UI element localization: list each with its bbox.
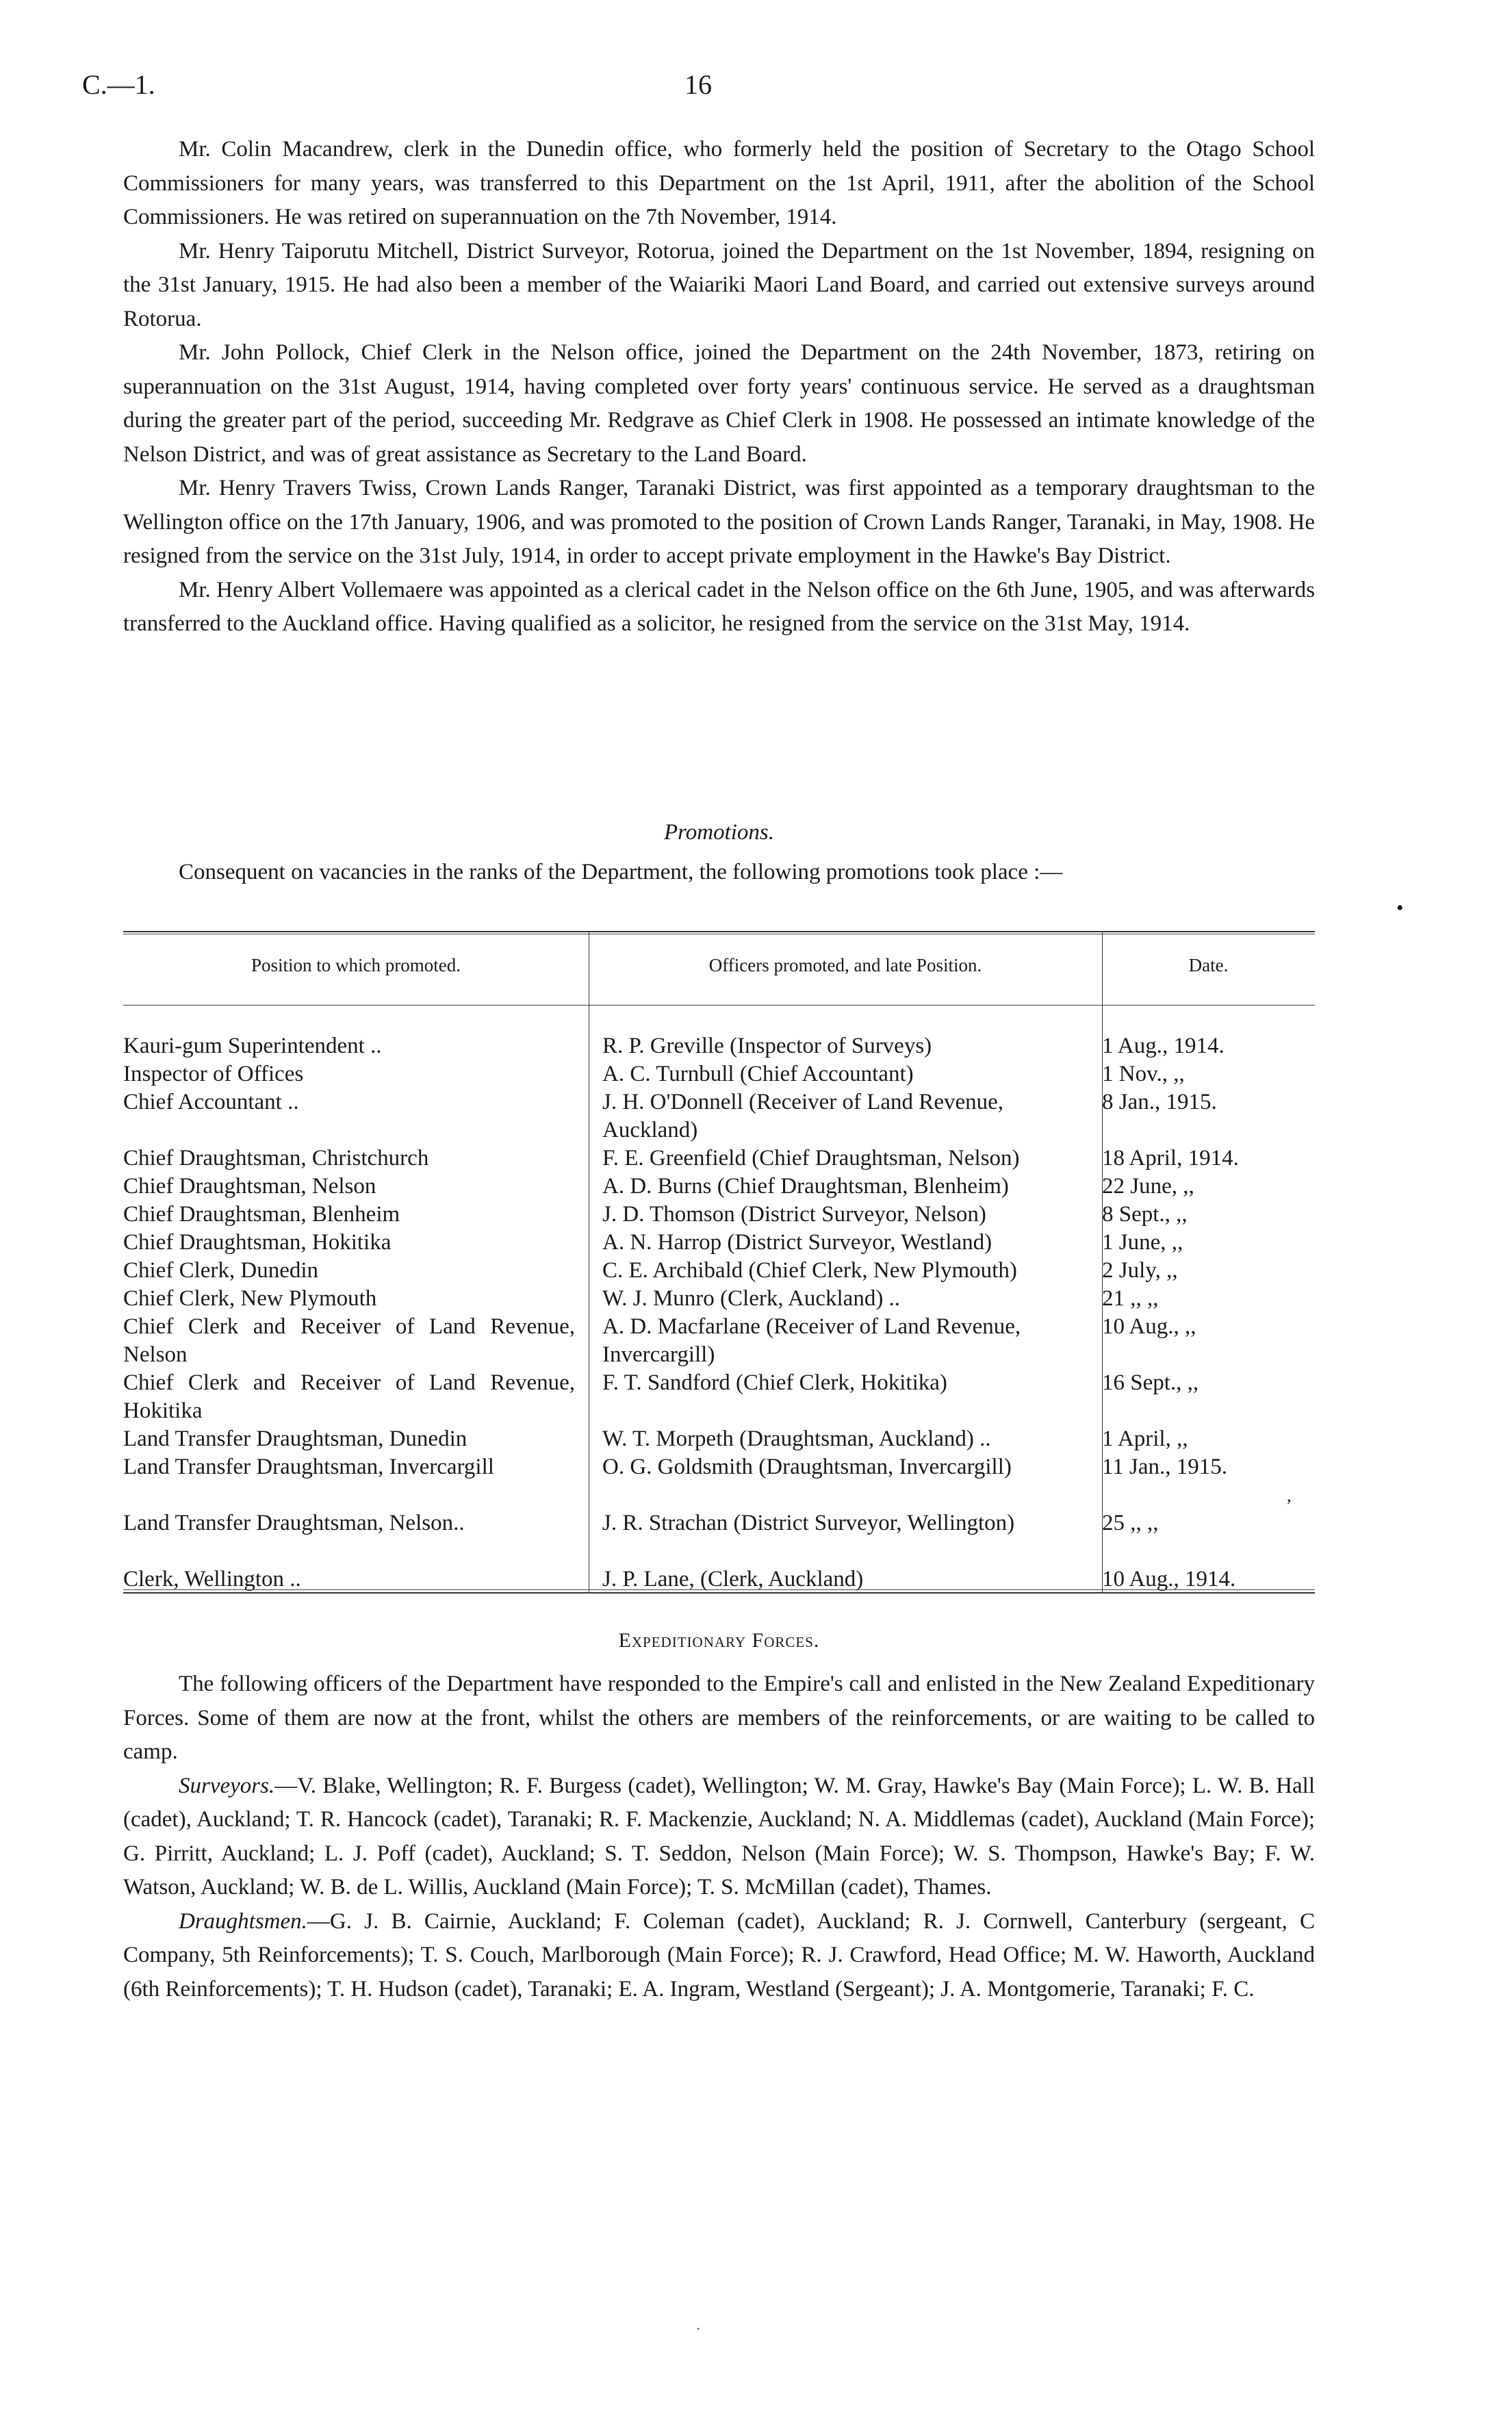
cell-position: Chief Clerk, New Plymouth <box>123 1286 377 1311</box>
cell-date: 18 April, 1914. <box>1102 1146 1239 1171</box>
surveyors-paragraph <box>123 1769 1315 1905</box>
cell-officer: J. D. Thomson (District Surveyor, Nelson) <box>602 1202 986 1227</box>
table-row <box>123 1369 1315 1425</box>
table-row <box>123 1201 1315 1229</box>
personnel-paragraphs <box>123 133 1315 641</box>
cell-position: Chief Draughtsman, Christchurch <box>123 1146 429 1171</box>
promotions-heading: Promotions. <box>663 820 775 845</box>
draughtsmen-list: —G. J. B. Cairnie, Auckland; F. Coleman (cadet), Auckland; R. J. Cornwell, Canterbury (sergeant, C Company, 5th Reinforcements); T. S. Couch, Marlborough (Main Force); R. J. Crawford, Head Office; M. W. Haworth, Auckland (6th Reinforcements); T. H. Hudson (cadet), Taranaki; E. A. Ingram, Westland (Sergeant); J. A. Montgomerie, Taranaki; F. C. <box>123 1908 1315 2002</box>
table-row <box>123 1144 1315 1173</box>
cell-date: 11 Jan., 1915. <box>1102 1455 1228 1479</box>
footer-mark: · <box>695 2320 701 2338</box>
col-header-position: Position to which promoted. <box>251 955 461 975</box>
table-row <box>123 1088 1315 1144</box>
surveyors-list: —V. Blake, Wellington; R. F. Burgess (cadet), Wellington; W. M. Gray, Hawke's Bay (Main Force); L. W. B. Hall (cadet), Auckland; T. R. Hancock (cadet), Taranaki; R. F. Mackenzie, Auckland; N. A. Middlemas (cadet), Auckland (Main Force); G. Pirritt, Auckland; L. J. Poff (cadet), Auckland; S. T. Seddon, Nelson (Main Force); W. S. Thompson, Hawke's Bay; F. W. Watson, Auckland; W. B. de L. Willis, Auckland (Main Force); T. S. McMillan (cadet), Thames. <box>123 1773 1315 1900</box>
cell-officer: A. N. Harrop (District Surveyor, Westland) <box>602 1230 992 1255</box>
cell-date: 21 ,, ,, <box>1102 1286 1159 1311</box>
paragraph-vollemaere: Mr. Henry Albert Vollemaere was appointed as a clerical cadet in the Nelson office on the 6th June, 1905, and was afterwards transferred to the Auckland office. Having qualified as a solicitor, he resigned from the service on the 31st May, 1914. <box>123 577 1315 636</box>
document-code: C.—1. <box>82 69 155 100</box>
cell-officer: A. D. Burns (Chief Draughtsman, Blenheim) <box>602 1174 1009 1199</box>
paragraph-twiss: Mr. Henry Travers Twiss, Crown Lands Ranger, Taranaki District, was first appointed as a temporary draughtsman to the Wellington office on the 17th January, 1906, and was promoted to the position of Crown Lands Ranger, Taranaki, in May, 1908. He resigned from the service on the 31st July, 1914, in order to accept private employment in the Hawke's Bay District. <box>123 476 1315 568</box>
cell-date: 2 July, ,, <box>1102 1258 1178 1283</box>
table-row <box>123 1285 1315 1313</box>
table-header-rule <box>123 1005 1315 1006</box>
table-top-rule <box>123 931 1315 932</box>
expeditionary-intro: The following officers of the Department have responded to the Empire's call and enlisted in the New Zealand Expeditionary Forces. Some of them are now at the front, whilst the others are members of the reinforcements, or are waiting to be called to camp. <box>123 1672 1315 1764</box>
cell-officer: F. T. Sandford (Chief Clerk, Hokitika) <box>602 1370 947 1395</box>
cell-officer: R. P. Greville (Inspector of Surveys) <box>602 1034 932 1058</box>
cell-position: Land Transfer Draughtsman, Dunedin <box>123 1427 467 1451</box>
cell-date: 1 April, ,, <box>1102 1427 1188 1451</box>
table-row <box>123 1229 1315 1257</box>
cell-date: 25 ,, ,, <box>1102 1511 1159 1535</box>
cell-position: Chief Clerk, Dunedin <box>123 1258 319 1283</box>
cell-officer: J. P. Lane, (Clerk, Auckland) <box>602 1567 864 1591</box>
promotions-intro: Consequent on vacancies in the ranks of the Department, the following promotions took place :— <box>179 860 1063 884</box>
cell-position: Inspector of Offices <box>123 1062 304 1086</box>
cell-position: Land Transfer Draughtsman, Invercargill <box>123 1455 494 1479</box>
col-header-date: Date. <box>1188 955 1229 975</box>
cell-date: 16 Sept., ,, <box>1102 1370 1199 1395</box>
col-header-officer: Officers promoted, and late Position. <box>708 955 982 975</box>
paragraph-pollock: Mr. John Pollock, Chief Clerk in the Nelson office, joined the Department on the 24th November, 1873, retiring on superannuation on the 31st August, 1914, having completed over forty years' continuous service. He served as a draughtsman during the greater part of the period, succeeding Mr. Redgrave as Chief Clerk in 1908. He possessed an intimate knowledge of the Nelson District, and was of great assistance as Secretary to the Land Board. <box>123 340 1315 467</box>
table-row <box>123 1425 1315 1453</box>
page-number: 16 <box>684 69 712 100</box>
cell-officer: O. G. Goldsmith (Draughtsman, Invercargill) <box>602 1455 1012 1479</box>
cell-date: 8 Sept., ,, <box>1102 1202 1188 1227</box>
cell-position: Chief Draughtsman, Hokitika <box>123 1230 392 1255</box>
surveyors-label: Surveyors. <box>179 1773 275 1798</box>
cell-officer: F. E. Greenfield (Chief Draughtsman, Nelson) <box>602 1146 1020 1171</box>
table-row <box>123 1032 1315 1060</box>
cell-date: 1 June, ,, <box>1102 1230 1183 1255</box>
cell-position: Kauri-gum Superintendent .. <box>123 1034 382 1058</box>
cell-date: 1 Aug., 1914. <box>1102 1034 1225 1058</box>
cell-position: Chief Accountant .. <box>123 1090 299 1114</box>
cell-officer: A. D. Macfarlane (Receiver of Land Revenue, Invercargill) <box>602 1314 1021 1367</box>
table-row <box>123 1313 1315 1369</box>
table-bottom-rule-2 <box>123 1592 1315 1594</box>
cell-officer: J. H. O'Donnell (Receiver of Land Revenue, Auckland) <box>602 1090 1004 1142</box>
cell-position: Clerk, Wellington .. <box>123 1567 301 1591</box>
table-row <box>123 1257 1315 1285</box>
cell-position: Land Transfer Draughtsman, Nelson.. <box>123 1511 465 1535</box>
cell-date: 10 Aug., ,, <box>1102 1314 1196 1339</box>
cell-officer: W. J. Munro (Clerk, Auckland) .. <box>602 1286 901 1311</box>
draughtsmen-label: Draughtsmen. <box>179 1908 307 1934</box>
paragraph-macandrew: Mr. Colin Macandrew, clerk in the Dunedin office, who formerly held the position of Secretary to the Otago School Commissioners for many years, was transferred to this Department on the 1st April, 1911, after the abolition of the School Commissioners. He was retired on superannuation on the 7th November, 1914. <box>123 137 1315 229</box>
table-row <box>123 1509 1315 1565</box>
expeditionary-block <box>123 1667 1315 2006</box>
cell-position: Chief Draughtsman, Nelson <box>123 1174 376 1199</box>
table-bottom-rule <box>123 1589 1315 1590</box>
cell-date: 22 June, ,, <box>1102 1174 1194 1199</box>
cell-position: Chief Draughtsman, Blenheim <box>123 1202 400 1227</box>
margin-tick: , <box>1287 1485 1292 1505</box>
table-row <box>123 1453 1315 1509</box>
paragraph-mitchell: Mr. Henry Taiporutu Mitchell, District Surveyor, Rotorua, joined the Department on the 1st November, 1894, resigning on the 31st January, 1915. He had also been a member of the Waiariki Maori Land Board, and carried out extensive surveys around Rotorua. <box>123 238 1315 331</box>
cell-date: 10 Aug., 1914. <box>1102 1567 1236 1591</box>
cell-position: Chief Clerk and Receiver of Land Revenue, Hokitika <box>123 1370 575 1423</box>
table-row <box>123 1173 1315 1201</box>
cell-officer: W. T. Morpeth (Draughtsman, Auckland) .. <box>602 1427 991 1451</box>
table-row <box>123 1060 1315 1088</box>
margin-mark: • <box>1396 897 1404 919</box>
promotions-intro-block <box>123 856 1315 890</box>
draughtsmen-paragraph <box>123 1905 1315 2007</box>
cell-officer: J. R. Strachan (District Surveyor, Wellington) <box>602 1511 1015 1535</box>
promotions-table <box>123 1032 1315 1594</box>
cell-date: 1 Nov., ,, <box>1102 1062 1185 1086</box>
cell-officer: A. C. Turnbull (Chief Accountant) <box>602 1062 914 1086</box>
expeditionary-heading: Expeditionary Forces. <box>618 1629 820 1652</box>
cell-position: Chief Clerk and Receiver of Land Revenue, Nelson <box>123 1314 575 1367</box>
cell-officer: C. E. Archibald (Chief Clerk, New Plymouth) <box>602 1258 1017 1283</box>
cell-date: 8 Jan., 1915. <box>1102 1090 1217 1114</box>
